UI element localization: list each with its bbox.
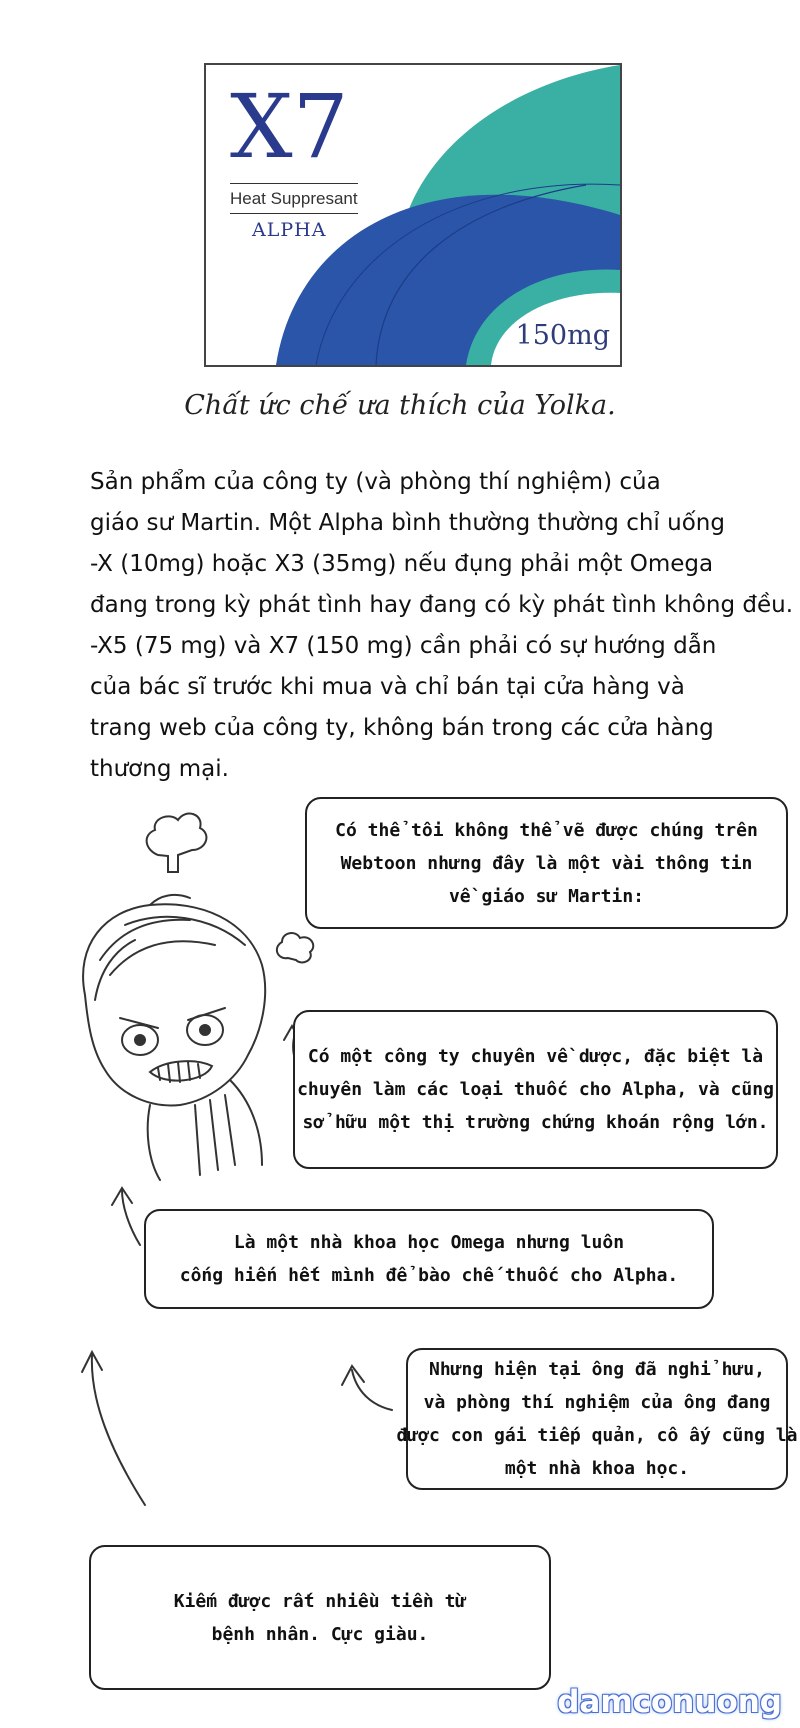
description-line: -X5 (75 mg) và X7 (150 mg) cần phải có sự hướng dẫn [90, 633, 717, 659]
description-line: thương mại. [90, 756, 229, 782]
bubble-line: Kiếm được rất nhiều tiền từ [173, 1590, 467, 1612]
description-line: của bác sĩ trước khi mua và chỉ bán tại cửa hàng và [90, 674, 685, 700]
description-line: Sản phẩm của công ty (và phòng thí nghiệm) của [90, 469, 661, 495]
description-line: giáo sư Martin. Một Alpha bình thường thường chỉ uống [90, 510, 725, 536]
bubble-line: sở hữu một thị trường chứng khoán rộng lớn. [302, 1112, 769, 1133]
speech-bubble [293, 1010, 778, 1169]
speech-bubble [89, 1545, 551, 1690]
description-line: -X (10mg) hoặc X3 (35mg) nếu đụng phải một Omega [90, 551, 714, 577]
bubble-line: Có một công ty chuyên về dược, đặc biệt là [307, 1046, 764, 1067]
watermark: damconuong [557, 1684, 782, 1720]
product-dose: 150mg [515, 320, 610, 351]
image-caption: Chất ức chế ưa thích của Yolka. [184, 390, 616, 421]
description-line: đang trong kỳ phát tình hay đang có kỳ phát tình không đều. [90, 592, 794, 618]
bubble-line: Có thể tôi không thể vẽ được chúng trên [335, 819, 758, 841]
bubble-line: một nhà khoa học. [504, 1458, 690, 1479]
bubble-line: Nhưng hiện tại ông đã nghỉ hưu, [429, 1359, 765, 1380]
bubble-line: bệnh nhân. Cực giàu. [211, 1623, 429, 1645]
description-line: trang web của công ty, không bán trong các cửa hàng [90, 715, 714, 741]
bubble-line: Là một nhà khoa học Omega nhưng luôn [233, 1232, 625, 1253]
bubble-line: và phòng thí nghiệm của ông đang [423, 1392, 771, 1413]
bubble-line: được con gái tiếp quản, cô ấy cũng là [396, 1425, 798, 1446]
bubble-line: chuyên làm các loại thuốc cho Alpha, và cũng [297, 1079, 774, 1100]
product-variant: ALPHA [252, 219, 327, 241]
bubble-line: cống hiến hết mình để bào chế thuốc cho Alpha. [179, 1265, 679, 1286]
speech-bubble [144, 1209, 714, 1309]
bubble-line: về giáo sư Martin: [448, 885, 645, 907]
brand-name: X7 [230, 75, 349, 178]
speech-bubble [396, 1348, 798, 1490]
bubble-line: Webtoon nhưng đây là một vài thông tin [340, 852, 753, 874]
product-subtitle: Heat Suppresant [230, 189, 358, 208]
speech-bubble [305, 797, 788, 929]
